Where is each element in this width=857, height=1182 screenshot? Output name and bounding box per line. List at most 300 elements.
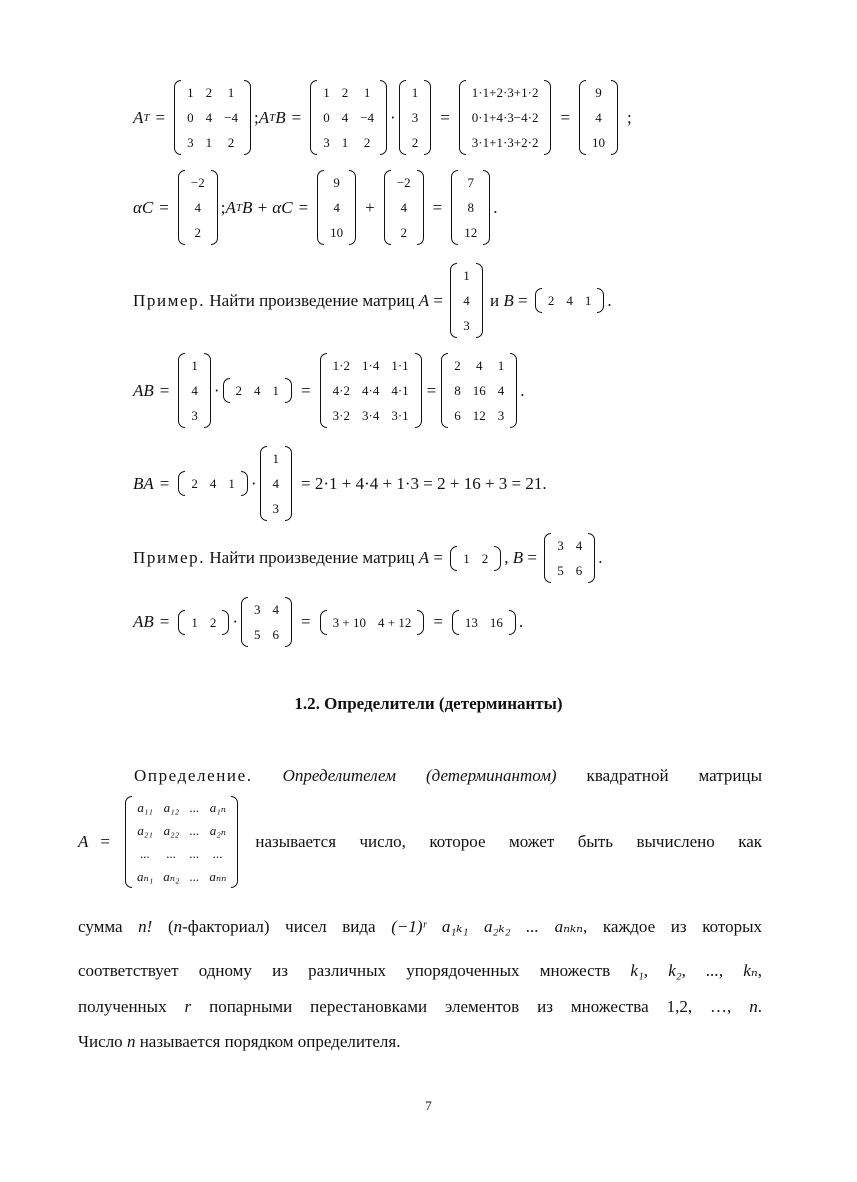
matrix-cell: −4: [360, 110, 375, 125]
matrix-body: [185, 170, 211, 245]
eq2-lhs2b: B + αC: [241, 197, 293, 217]
matrix-cell: −2: [396, 175, 411, 190]
left-paren: [317, 170, 324, 245]
matrix-cell: 8: [454, 383, 461, 398]
definition-line2b: (: [152, 917, 174, 936]
ex2-comma: ,: [504, 548, 513, 567]
matrix-cell: 16: [489, 614, 503, 630]
matrix-row: [181, 105, 244, 130]
eq3-result: [441, 353, 517, 428]
matrix-cell: 4: [575, 538, 583, 553]
definition-line4a: полученных: [78, 997, 185, 1016]
matrix-row: [391, 220, 417, 245]
matrix-cell: 4: [272, 602, 280, 617]
matrix-cell: a₁₂: [163, 800, 180, 815]
left-paren: [310, 80, 317, 155]
right-paren: [380, 80, 387, 155]
eq4-rhs: = 2·1 + 4·4 + 1·3 = 2 + 16 + 3 = 21.: [301, 473, 547, 493]
equation-transpose-product: [133, 80, 632, 155]
matrix-cell: 2: [205, 85, 213, 100]
matrix-cell: 4: [463, 293, 470, 308]
definition-n2: n: [749, 997, 758, 1016]
section-heading: 1.2. Определители (детерминанты): [294, 694, 563, 713]
eq5-expr: [320, 610, 425, 635]
matrix-cell: 1: [228, 476, 235, 491]
definition-n3: n: [126, 1032, 136, 1051]
matrix-body: [132, 796, 231, 888]
matrix-expr: [459, 80, 552, 155]
left-paren: [399, 80, 406, 155]
matrix-cell: 4 + 12: [377, 614, 412, 630]
left-paren: [320, 353, 327, 428]
matrix-cell: 2: [191, 476, 198, 491]
matrix-row: [551, 533, 588, 558]
matrix-cell: 6: [575, 563, 583, 578]
matrix-row: [327, 610, 418, 635]
eq1-equals: =: [155, 107, 166, 127]
matrix-sum: [451, 170, 490, 245]
matrix-body: [457, 546, 494, 571]
matrix-row: [457, 546, 494, 571]
eq4-col: [260, 446, 293, 521]
matrix-cell: 3·1: [391, 408, 409, 423]
matrix-row: [132, 819, 231, 842]
matrix-row: [317, 130, 380, 155]
ex2-matrix-A: [450, 546, 501, 571]
matrix-row: [317, 80, 380, 105]
matrix-body: [458, 170, 483, 245]
left-paren: [441, 353, 448, 428]
eq3-expr: [320, 353, 422, 428]
matrix-cell: −4: [224, 110, 238, 125]
right-paren: [483, 170, 490, 245]
matrix-row: [458, 195, 483, 220]
left-paren: [178, 610, 185, 635]
ex2-end: .: [598, 548, 603, 567]
matrix-cell: 3: [557, 538, 564, 553]
ex2-eq-2: =: [523, 548, 542, 567]
matrix-cell: 1: [205, 135, 213, 150]
matrix-body: [457, 263, 476, 338]
eq5-dot: ·: [232, 612, 239, 631]
matrix-row: [466, 105, 545, 130]
matrix-cell: 3: [497, 408, 505, 423]
matrix-row: [248, 622, 285, 647]
matrix-cell: 4: [333, 200, 340, 215]
left-paren: [451, 170, 458, 245]
matrix-row: [448, 403, 510, 428]
definition-n: n: [173, 917, 183, 936]
matrix-cell: 1·4: [361, 358, 380, 373]
definition-line-2: [78, 916, 762, 938]
matrix-cell: 1: [272, 451, 280, 466]
eq1-equals-4: =: [560, 107, 571, 127]
matrix-cell: 0·1+4·3−4·2: [471, 110, 539, 125]
ex2-label: Пример.: [133, 548, 206, 567]
eq3-col: [178, 353, 211, 428]
matrix-row: [466, 80, 545, 105]
left-paren: [320, 610, 327, 635]
eq1-semicolon: ;: [627, 107, 632, 127]
matrix-body: [185, 353, 204, 428]
matrix-cell: a₁₁: [137, 800, 153, 815]
ex1-eq: =: [429, 290, 448, 310]
definition-line-5: [78, 1031, 762, 1053]
ex2-A: A: [418, 548, 430, 567]
ex2-text: Найти произведение матриц: [205, 548, 419, 567]
matrix-cell: 3: [191, 408, 198, 423]
matrix-row: [457, 313, 476, 338]
eq5-result: [452, 610, 516, 635]
matrix-row: [317, 105, 380, 130]
matrix-cell: 2: [341, 85, 349, 100]
matrix-cell: 4: [272, 476, 280, 491]
matrix-cell: 2: [363, 135, 371, 150]
definition-term-expr: (−1)ʳ a₁ₖ₁ a₂ₖ₂ ... aₙₖₙ: [391, 917, 584, 936]
definition-line-1b: называется число, которое может быть вычислено как: [255, 832, 762, 851]
eq1-sep: ;: [253, 107, 259, 127]
eq3-end: .: [520, 380, 525, 400]
matrix-cell: 1: [497, 358, 505, 373]
definition-nfact: n!: [138, 917, 153, 936]
matrix-cell: 1: [584, 293, 592, 308]
definition-line3b: ,: [757, 961, 762, 980]
matrix-cell: 1·1+2·3+1·2: [471, 85, 539, 100]
left-paren: [452, 610, 459, 635]
eq3-equals: =: [159, 380, 170, 400]
matrix-body: [448, 353, 510, 428]
right-paren: [222, 610, 229, 635]
matrix-cell: 10: [330, 225, 344, 240]
matrix-body: [586, 80, 611, 155]
matrix-cell: 1: [191, 614, 198, 630]
matrix-body: [324, 170, 349, 245]
matrix-cell: 4·4: [361, 383, 380, 398]
eq1-sup1: T: [143, 111, 150, 124]
matrix-cell: 1: [341, 135, 349, 150]
matrix-cell: ...: [189, 846, 200, 861]
definition-tail: квадратной матрицы: [556, 766, 762, 785]
definition-line4c: .: [757, 997, 762, 1016]
eq3-equals-2: =: [301, 380, 311, 400]
matrix-row: [132, 796, 231, 819]
right-paren: [204, 353, 211, 428]
matrix-cell: 2: [454, 358, 461, 373]
matrix-row: [185, 403, 204, 428]
matrix-row: [185, 378, 204, 403]
matrix-cell: 9: [595, 85, 602, 100]
matrix-row: [406, 130, 425, 155]
matrix-row: [230, 378, 286, 403]
ex1-B: B: [503, 290, 514, 310]
eq1-equals-2: =: [291, 107, 302, 127]
matrix-cell: a₁ₙ: [209, 800, 226, 815]
matrix-row: [267, 496, 286, 521]
eq5-mat: [241, 597, 292, 647]
matrix-cell: 3·1+1·3+2·2: [471, 135, 539, 150]
matrix-cell: 2: [481, 550, 489, 566]
matrix-alphaC: [178, 170, 218, 245]
matrix-body: [459, 610, 509, 635]
left-paren: [260, 446, 267, 521]
matrix-body: [317, 80, 380, 155]
matrix-cell: 1: [191, 358, 198, 373]
matrix-row: [391, 195, 417, 220]
matrix-row: [551, 558, 588, 583]
matrix-row: [132, 842, 231, 865]
eq5-row: [178, 610, 229, 635]
matrix-result: [579, 80, 618, 155]
left-paren: [579, 80, 586, 155]
matrix-cell: 1·2: [332, 358, 350, 373]
matrix-body: [406, 80, 425, 155]
definition-line2d: , каждое из которых: [583, 917, 762, 936]
matrix-cell: 3: [463, 318, 470, 333]
matrix-cell: 4: [194, 200, 202, 215]
eq2-lhs: αC: [133, 197, 154, 217]
definition-line-4: [78, 996, 762, 1018]
definition-A: A: [78, 832, 89, 851]
eq1-lhs1: A: [133, 107, 144, 127]
matrix-row: [185, 195, 211, 220]
matrix-row: [327, 353, 415, 378]
eq2-sup: T: [235, 201, 242, 214]
eq2-equals: =: [159, 197, 169, 217]
right-paren: [544, 80, 551, 155]
matrix-cell: 12: [464, 225, 478, 240]
right-paren: [231, 796, 238, 888]
right-paren: [510, 353, 517, 428]
left-paren: [384, 170, 391, 245]
matrix-row: [185, 471, 241, 496]
definition-equals: =: [100, 832, 110, 851]
eq5-equals: =: [159, 612, 170, 631]
matrix-cell: 2: [400, 225, 407, 240]
matrix-body: [185, 471, 241, 496]
matrix-cell: 6: [454, 408, 461, 423]
matrix-cell: 3: [411, 110, 419, 125]
example-1: [133, 263, 612, 338]
definition-matrix-row: [78, 796, 762, 888]
matrix-cell: 3: [272, 501, 280, 516]
matrix-cell: 16: [472, 383, 486, 398]
eq2-plus: +: [365, 197, 375, 217]
matrix-cell: ...: [189, 869, 200, 884]
matrix-cell: 1·1: [391, 358, 409, 373]
eq1-lhs2b: B: [275, 107, 286, 127]
matrix-body: [551, 533, 588, 583]
matrix-cell: 3: [323, 135, 330, 150]
eq4-lhs: BA: [133, 473, 154, 493]
matrix-cell: 4: [400, 200, 407, 215]
matrix-AT: [174, 80, 251, 155]
eq5-lhs: AB: [133, 612, 154, 631]
matrix-cell: 4: [476, 358, 483, 373]
matrix-body: [248, 597, 285, 647]
matrix-body: [327, 610, 418, 635]
matrix-cell: 2: [235, 383, 243, 398]
matrix-row: [406, 80, 425, 105]
matrix-body: [185, 610, 222, 635]
eq2-lhs2a: A: [225, 197, 236, 217]
matrix-AT-copy: [310, 80, 387, 155]
right-paren: [597, 288, 604, 313]
matrix-row: [448, 378, 510, 403]
definition-r: r: [184, 997, 192, 1016]
right-paren: [509, 610, 516, 635]
matrix-cell: ...: [140, 846, 150, 861]
matrix-row: [327, 378, 415, 403]
right-paren: [349, 170, 356, 245]
matrix-cell: 3 + 10: [332, 614, 366, 630]
matrix-cell: 12: [472, 408, 486, 423]
left-paren: [178, 471, 185, 496]
equation-AB-2: [133, 597, 523, 647]
eq2-sep: ;: [220, 197, 226, 217]
matrix-row: [248, 597, 285, 622]
ex1-text: Найти произведение матриц: [205, 290, 419, 310]
matrix-row: [324, 220, 349, 245]
matrix-atb: [317, 170, 356, 245]
matrix-row: [459, 610, 509, 635]
matrix-row: [406, 105, 425, 130]
definition-line3a: соответствует одному из различных упорядоченных множеств: [78, 961, 631, 980]
ex2-B: B: [512, 548, 524, 567]
eq2-equals-3: =: [432, 197, 443, 217]
matrix-cell: aₙ₁: [136, 869, 154, 884]
definition-line5b: называется порядком определителя.: [135, 1032, 401, 1051]
right-paren: [244, 80, 251, 155]
eq3-lhs: AB: [133, 380, 154, 400]
eq1-dot: ·: [390, 107, 396, 127]
matrix-cell: 5: [254, 627, 261, 642]
left-paren: [178, 170, 185, 245]
matrix-body: [181, 80, 244, 155]
right-paren: [417, 170, 424, 245]
definition-line-1: [78, 765, 762, 787]
left-paren: [450, 263, 457, 338]
equation-AB: [133, 353, 525, 428]
ex1-eq-2: =: [513, 290, 532, 310]
matrix-row: [458, 220, 483, 245]
matrix-cell: a₂ₙ: [209, 823, 226, 838]
matrix-cell: 2: [209, 614, 217, 630]
matrix-cell: a₂₂: [163, 823, 180, 838]
matrix-row: [185, 170, 211, 195]
eq5-equals-3: =: [433, 612, 443, 631]
left-paren: [174, 80, 181, 155]
definition-line4b: попарными перестановками элементов из множества 1,2, …,: [191, 997, 750, 1016]
matrix-row: [457, 263, 476, 288]
matrix-cell: 1: [187, 85, 194, 100]
right-paren: [417, 610, 424, 635]
matrix-cell: 3: [187, 135, 194, 150]
eq1-equals-3: =: [440, 107, 450, 127]
matrix-row: [267, 446, 286, 471]
left-paren: [535, 288, 542, 313]
ex2-matrix-B: [544, 533, 595, 583]
matrix-body: [466, 80, 545, 155]
matrix-alphaC-2: [384, 170, 424, 245]
right-paren: [241, 471, 248, 496]
matrix-row: [327, 403, 415, 428]
right-paren: [285, 597, 292, 647]
equation-BA: [133, 446, 547, 521]
matrix-cell: 1: [363, 85, 371, 100]
matrix-cell: 1: [411, 85, 419, 100]
matrix-cell: aₙₙ: [209, 869, 227, 884]
matrix-cell: 0: [323, 110, 330, 125]
matrix-cell: 4: [254, 383, 261, 398]
eq4-equals: =: [159, 473, 170, 493]
matrix-cell: 4: [595, 110, 602, 125]
eq5-end: .: [518, 612, 524, 631]
page-number: 7: [425, 1098, 432, 1113]
definition-term: Определителем (детерминантом): [282, 766, 557, 785]
matrix-body: [391, 170, 417, 245]
left-paren: [241, 597, 248, 647]
matrix-row: [457, 288, 476, 313]
matrix-cell: 2: [547, 293, 555, 308]
matrix-cell: 2: [194, 225, 202, 240]
eq1-sup2: T: [269, 111, 276, 124]
matrix-cell: 10: [592, 135, 606, 150]
eq1-lhs2: A: [258, 107, 270, 127]
matrix-cell: 3·4: [361, 408, 380, 423]
left-paren: [459, 80, 466, 155]
matrix-row: [586, 105, 611, 130]
matrix-row: [586, 80, 611, 105]
definition-line5a: Число: [78, 1032, 127, 1051]
matrix-cell: 4: [341, 110, 349, 125]
left-paren: [178, 353, 185, 428]
matrix-cell: 4: [566, 293, 573, 308]
matrix-row: [586, 130, 611, 155]
matrix-body: [542, 288, 598, 313]
eq4-row: [178, 471, 248, 496]
matrix-row: [181, 80, 244, 105]
matrix-row: [267, 471, 286, 496]
matrix-cell: −2: [190, 175, 205, 190]
eq3-row: [223, 378, 293, 403]
matrix-cell: 9: [333, 175, 340, 190]
ex1-label: Пример.: [133, 290, 206, 310]
definition-line2c: -факториал) чисел вида: [182, 917, 392, 936]
matrix-row: [542, 288, 598, 313]
ex1-matrix-A: [450, 263, 483, 338]
left-paren: [450, 546, 457, 571]
matrix-row: [132, 865, 231, 888]
left-paren: [544, 533, 551, 583]
right-paren: [494, 546, 501, 571]
matrix-cell: 4: [209, 476, 217, 491]
matrix-cell: aₙ₂: [163, 869, 180, 884]
matrix-cell: 4·2: [332, 383, 350, 398]
matrix-cell: 3: [254, 602, 261, 617]
matrix-row: [324, 195, 349, 220]
matrix-cell: 5: [557, 563, 564, 578]
matrix-cell: ...: [189, 800, 200, 815]
ex1-A: A: [418, 290, 430, 310]
right-paren: [611, 80, 618, 155]
matrix-row: [458, 170, 483, 195]
matrix-cell: 0: [187, 110, 194, 125]
matrix-cell: 8: [467, 200, 474, 215]
matrix-cell: ...: [166, 846, 177, 861]
matrix-cell: 1: [463, 268, 470, 283]
matrix-cell: 1: [227, 85, 235, 100]
right-paren: [588, 533, 595, 583]
